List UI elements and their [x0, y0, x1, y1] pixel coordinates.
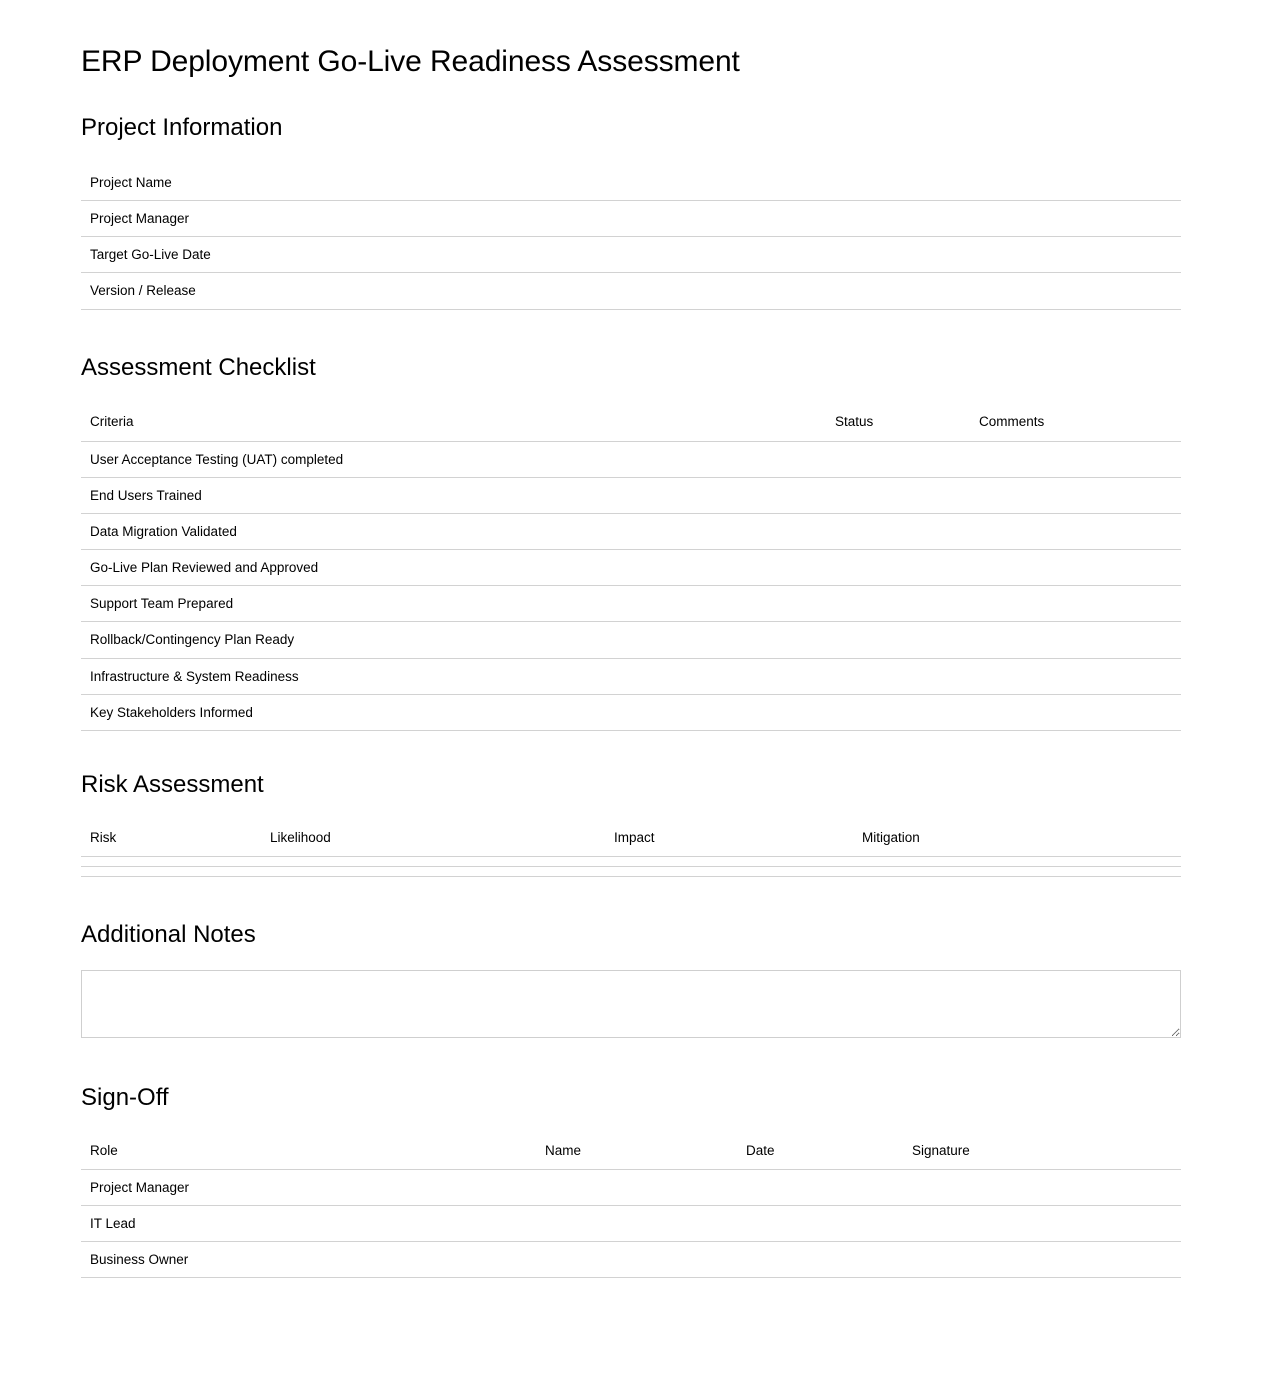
- assessment-checklist-body: [81, 441, 1181, 731]
- status-cell[interactable]: [826, 694, 970, 730]
- table-row[interactable]: [81, 1205, 1181, 1241]
- impact-cell[interactable]: [605, 867, 853, 877]
- comments-cell[interactable]: [970, 477, 1181, 513]
- table-row[interactable]: [81, 586, 1181, 622]
- table-row[interactable]: [81, 694, 1181, 730]
- table-row[interactable]: [81, 550, 1181, 586]
- table-row[interactable]: [81, 1242, 1181, 1278]
- status-cell[interactable]: [826, 586, 970, 622]
- status-cell[interactable]: [826, 622, 970, 658]
- column-header-role: Role: [81, 1133, 536, 1170]
- risk-assessment-header: [81, 820, 1181, 857]
- status-cell[interactable]: [826, 441, 970, 477]
- sign-off-table: [81, 1133, 1181, 1279]
- column-header-status: Status: [826, 404, 970, 441]
- section-heading-sign-off: Sign-Off: [81, 1083, 169, 1111]
- sign-off-body: [81, 1169, 1181, 1278]
- column-header-date: Date: [737, 1133, 903, 1170]
- name-cell[interactable]: [536, 1169, 737, 1205]
- column-header-likelihood: Likelihood: [261, 820, 605, 857]
- mitigation-cell[interactable]: [853, 857, 1181, 867]
- project-information-body: [81, 165, 1181, 309]
- table-row[interactable]: [81, 867, 1181, 877]
- criteria-cell: Support Team Prepared: [81, 586, 826, 622]
- section-sign-off: [81, 1084, 1181, 1279]
- comments-cell[interactable]: [970, 658, 1181, 694]
- status-cell[interactable]: [826, 513, 970, 549]
- table-row[interactable]: [81, 237, 1181, 273]
- role-cell: IT Lead: [81, 1205, 536, 1241]
- likelihood-cell[interactable]: [261, 857, 605, 867]
- field-label-version-release: Version / Release: [81, 273, 1181, 309]
- column-header-name: Name: [536, 1133, 737, 1170]
- table-row[interactable]: [81, 165, 1181, 201]
- sign-off-header: [81, 1133, 1181, 1170]
- signature-cell[interactable]: [903, 1169, 1181, 1205]
- table-header-row: [81, 820, 1181, 857]
- table-header-row: [81, 404, 1181, 441]
- risk-cell[interactable]: [81, 867, 261, 877]
- column-header-criteria: Criteria: [81, 404, 826, 441]
- signature-cell[interactable]: [903, 1205, 1181, 1241]
- field-label-project-manager: Project Manager: [81, 200, 1181, 236]
- date-cell[interactable]: [737, 1205, 903, 1241]
- name-cell[interactable]: [536, 1242, 737, 1278]
- signature-cell[interactable]: [903, 1242, 1181, 1278]
- table-row[interactable]: [81, 622, 1181, 658]
- criteria-cell: Go-Live Plan Reviewed and Approved: [81, 550, 826, 586]
- date-cell[interactable]: [737, 1242, 903, 1278]
- additional-notes-textarea[interactable]: [81, 970, 1181, 1038]
- status-cell[interactable]: [826, 550, 970, 586]
- section-heading-risk-assessment: Risk Assessment: [81, 771, 264, 799]
- column-header-signature: Signature: [903, 1133, 1181, 1170]
- table-row[interactable]: [81, 513, 1181, 549]
- risk-assessment-body: [81, 857, 1181, 877]
- table-row[interactable]: [81, 1169, 1181, 1205]
- column-header-comments: Comments: [970, 404, 1181, 441]
- comments-cell[interactable]: [970, 513, 1181, 549]
- table-row[interactable]: [81, 658, 1181, 694]
- table-row[interactable]: [81, 857, 1181, 867]
- field-label-project-name: Project Name: [81, 165, 1181, 201]
- comments-cell[interactable]: [970, 550, 1181, 586]
- name-cell[interactable]: [536, 1205, 737, 1241]
- comments-cell[interactable]: [970, 586, 1181, 622]
- table-row[interactable]: [81, 200, 1181, 236]
- criteria-cell: User Acceptance Testing (UAT) completed: [81, 441, 826, 477]
- criteria-cell: Key Stakeholders Informed: [81, 694, 826, 730]
- comments-cell[interactable]: [970, 694, 1181, 730]
- page-title: ERP Deployment Go-Live Readiness Assessment: [81, 45, 740, 78]
- impact-cell[interactable]: [605, 857, 853, 867]
- column-header-mitigation: Mitigation: [853, 820, 1181, 857]
- section-heading-assessment-checklist: Assessment Checklist: [81, 353, 316, 381]
- assessment-checklist-header: [81, 404, 1181, 441]
- table-row[interactable]: [81, 477, 1181, 513]
- status-cell[interactable]: [826, 477, 970, 513]
- risk-assessment-table: [81, 820, 1181, 877]
- table-row[interactable]: [81, 441, 1181, 477]
- criteria-cell: Infrastructure & System Readiness: [81, 658, 826, 694]
- section-heading-project-information: Project Information: [81, 114, 283, 141]
- criteria-cell: Data Migration Validated: [81, 513, 826, 549]
- table-header-row: [81, 1133, 1181, 1170]
- criteria-cell: End Users Trained: [81, 477, 826, 513]
- project-information-table: [81, 165, 1181, 310]
- role-cell: Project Manager: [81, 1169, 536, 1205]
- section-project-information: [81, 114, 1181, 310]
- section-additional-notes: [81, 921, 1181, 1038]
- comments-cell[interactable]: [970, 441, 1181, 477]
- table-row[interactable]: [81, 273, 1181, 309]
- section-assessment-checklist: [81, 354, 1181, 731]
- comments-cell[interactable]: [970, 622, 1181, 658]
- field-label-target-go-live-date: Target Go-Live Date: [81, 237, 1181, 273]
- column-header-risk: Risk: [81, 820, 261, 857]
- status-cell[interactable]: [826, 658, 970, 694]
- column-header-impact: Impact: [605, 820, 853, 857]
- date-cell[interactable]: [737, 1169, 903, 1205]
- role-cell: Business Owner: [81, 1242, 536, 1278]
- likelihood-cell[interactable]: [261, 867, 605, 877]
- assessment-checklist-table: [81, 404, 1181, 731]
- section-risk-assessment: [81, 771, 1181, 877]
- mitigation-cell[interactable]: [853, 867, 1181, 877]
- section-heading-additional-notes: Additional Notes: [81, 921, 256, 949]
- risk-cell[interactable]: [81, 857, 261, 867]
- criteria-cell: Rollback/Contingency Plan Ready: [81, 622, 826, 658]
